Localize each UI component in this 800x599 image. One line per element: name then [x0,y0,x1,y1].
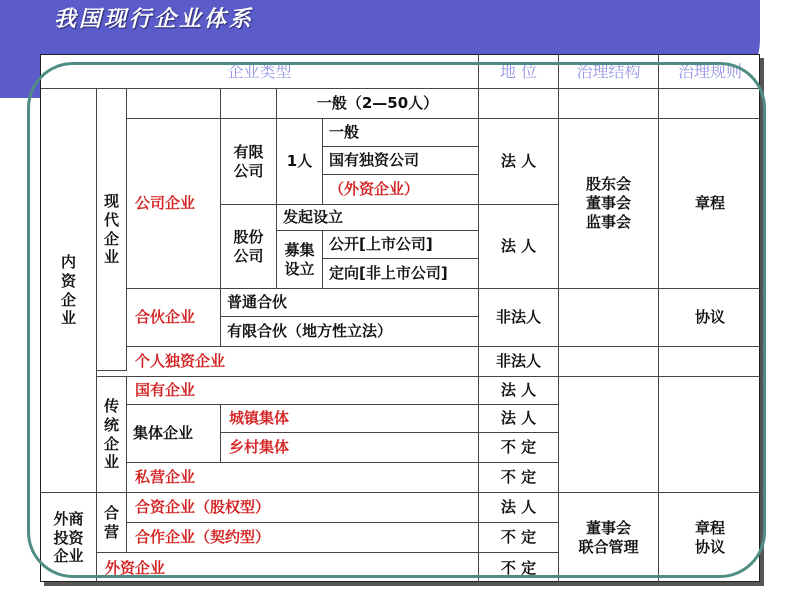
enterprise-table [40,54,760,582]
joint-stock-company: 股份 公司 [221,205,277,289]
status-coop-jv: 不 定 [479,523,559,553]
header-type: 企业类型 [41,55,479,89]
spacer-cell [127,89,221,119]
header-governance: 治理结构 [559,55,659,89]
header-status: 地 位 [479,55,559,89]
foreign-rules: 章程 协议 [694,519,725,556]
public-listed: 公开[上市公司] [323,231,479,259]
company-rules: 章程 [659,119,761,289]
limited-company: 有限 公司 [221,119,277,205]
one-person: 1人 [277,119,323,205]
general-partnership: 普通合伙 [221,289,479,317]
status-state-owned: 法 人 [479,377,559,405]
domestic-label: 内 资 企 业 [41,89,97,493]
status-rural: 不 定 [479,433,559,463]
collective-enterprise: 集体企业 [127,405,221,463]
limited-general-range: 一般（2—50人） [277,89,479,119]
foreign-sole-enterprise: （外资企业） [323,175,479,205]
status-joint-stock: 法 人 [479,205,559,289]
status-limited: 法 人 [479,119,559,205]
spacer-cell [479,89,559,119]
spacer-cell [659,347,761,377]
sole-proprietorship: 个人独资企业 [97,347,479,377]
status-urban: 法 人 [479,405,559,433]
spacer-cell [659,89,761,119]
page-title: 我国现行企业体系 [54,6,255,32]
status-private: 不 定 [479,463,559,493]
urban-collective: 城镇集体 [221,405,479,433]
status-wfoe: 不 定 [479,553,559,583]
joint-venture-label: 合 营 [97,493,127,553]
equity-joint-venture: 合资企业（股权型） [127,493,479,523]
private-enterprise: 私营企业 [127,463,479,493]
header-rules: 治理规则 [659,55,761,89]
partnership-rules: 协议 [659,289,761,347]
state-sole-company: 国有独资公司 [323,147,479,175]
foreign-governance: 董事会 联合管理 [559,493,659,583]
company-enterprise: 公司企业 [127,119,221,289]
raised-establishment: 募集 设立 [277,231,323,289]
directed-unlisted: 定向[非上市公司] [323,259,479,289]
limited-partnership: 有限合伙（地方性立法） [221,317,479,347]
company-governance: 股东会 董事会 监事会 [559,119,659,289]
partnership-enterprise: 合伙企业 [127,289,221,347]
spacer-cell [221,89,277,119]
spacer-cell [559,89,659,119]
cooperative-joint-venture: 合作企业（契约型） [127,523,479,553]
wholly-foreign-enterprise: 外资企业 [97,553,479,583]
status-equity-jv: 法 人 [479,493,559,523]
traditional-label: 传 统 企 业 [97,377,127,493]
status-partnership: 非法人 [479,289,559,347]
status-sole-prop: 非法人 [479,347,559,377]
general-row: 一般 [323,119,479,147]
spacer-cell [559,377,659,493]
spacer-cell [559,289,659,347]
modern-label: 现 代 企 业 [97,89,127,371]
spacer-cell [559,347,659,377]
state-owned-enterprise: 国有企业 [127,377,479,405]
promoted-establishment: 发起设立 [277,205,479,231]
foreign-label: 外商 投资 企业 [41,493,97,583]
rural-collective: 乡村集体 [221,433,479,463]
spacer-cell [659,377,761,493]
